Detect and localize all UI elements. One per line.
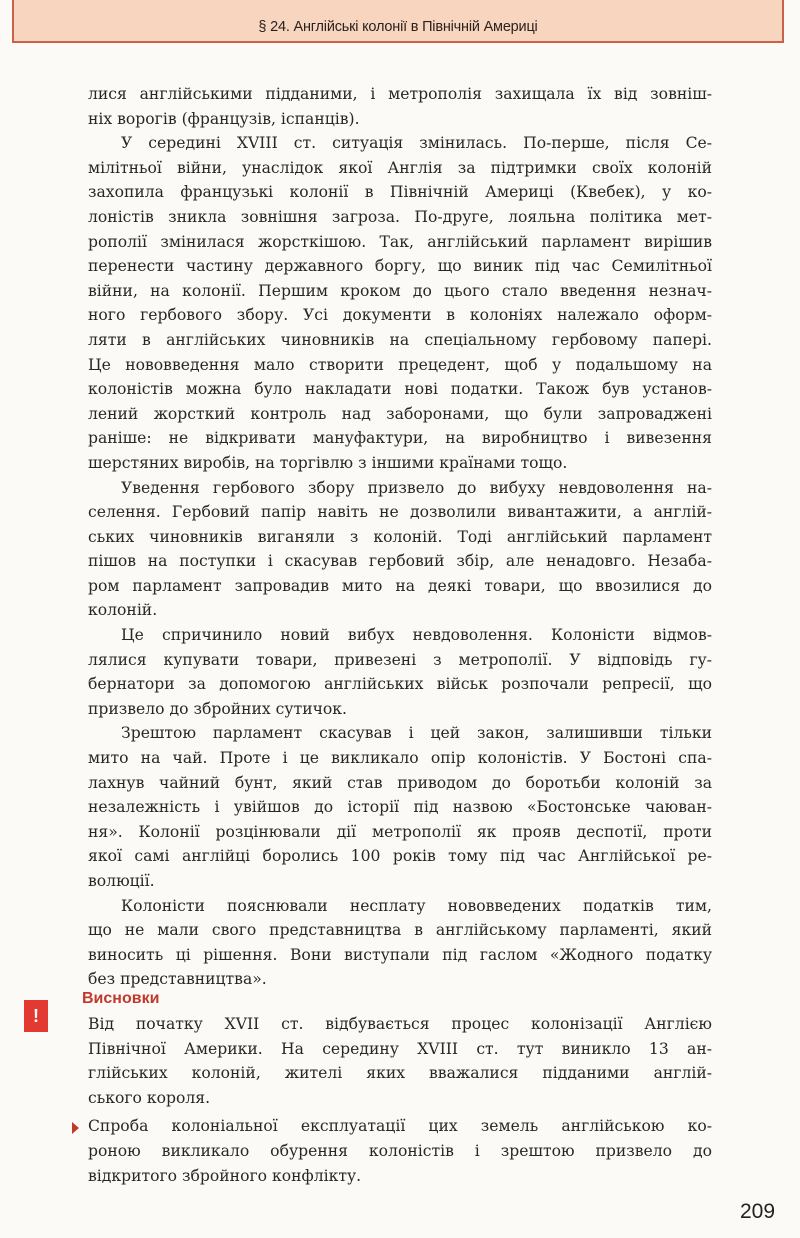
paragraph [88, 894, 712, 992]
section-title: § 24. Англійські колонії в Північній Америці [258, 19, 538, 35]
paragraph [88, 721, 712, 893]
running-header [12, 0, 784, 43]
text-line: раніше: не відкривати мануфактури, на виробництво і вивезення [88, 429, 712, 448]
text-line: волюції. [88, 872, 155, 890]
text-line: колоністів можна було накладати нові податки. Також був установ- [88, 380, 712, 399]
bullet-arrow-icon [72, 1122, 79, 1134]
text-line: колоній. [88, 601, 158, 620]
exclamation-icon: ! [24, 1000, 48, 1032]
text-line: якої самі англійці боролись 100 років тому під час Англійської ре- [88, 847, 712, 866]
paragraph [88, 131, 712, 475]
paragraph [88, 623, 712, 721]
text-line: війни, на колонії. Першим кроком до цього стало введення незнач- [88, 281, 712, 300]
text-line: незалежність і увійшов до історії під назвою «Бостонське чаюван- [88, 798, 712, 817]
text-line: пішов на поступки і скасував гербовий збір, але ненадовго. Незаба- [88, 552, 712, 571]
text-line: Від початку XVII ст. відбувається процес колонізації Англією [88, 1015, 712, 1033]
text-line: лися англійськими підданими, і метрополія захищала їх від зовніш- [88, 85, 712, 103]
text-line: мито на чай. Проте і це викликало опір колоністів. У Бостоні спа- [88, 749, 712, 768]
text-line: Уведення гербового збору призвело до вибуху невдоволення на- [121, 478, 712, 497]
text-line: Колоністи пояснювали несплату нововведених податків тим, [121, 896, 712, 915]
paragraph [88, 476, 712, 624]
conclusions-title: Висновки [82, 990, 160, 1007]
text-line: ського короля. [88, 1088, 211, 1107]
text-line: шерстяних виробів, на торгівлю з іншими країнами тощо. [88, 453, 568, 472]
text-line: ного гербового збору. Усі документи в колоніях належало оформ- [88, 306, 712, 325]
text-line: ром парламент запровадив мито на деякі товари, що ввозилися до [88, 576, 712, 595]
text-line: Зрештою парламент скасував і цей закон, залишивши тільки [121, 724, 712, 743]
text-line: захопила французькі колонії в Північній Америці (Квебек), у ко- [88, 183, 712, 202]
text-line: селення. Гербовий папір навіть не дозволили вивантажити, а англій- [88, 503, 712, 522]
text-line: Це нововведення мало створити прецедент, щоб у подальшому на [88, 355, 712, 374]
text-line: без представництва». [88, 970, 267, 989]
text-line: глійських колоній, жителі яких вважалися підданими англій- [88, 1064, 712, 1083]
conclusion-item [88, 1114, 712, 1188]
text-line: ніх ворогів (французів, іспанців). [88, 109, 360, 128]
paragraph [88, 82, 712, 131]
text-line: Північної Америки. На середину XVIII ст. тут виникло 13 ан- [88, 1039, 712, 1058]
conclusions-box [82, 986, 712, 1188]
text-line: ських чиновників виганяли з колоній. Тоді англійський парламент [88, 527, 712, 546]
text-line: роною викликало обурення колоністів і зрештою призвело до [88, 1141, 712, 1160]
text-line: що не мали свого представництва в англійському парламенті, який [88, 921, 712, 940]
text-line: лялися купувати товари, привезені з метрополії. У відповідь гу- [88, 650, 712, 669]
text-line: ляти в англійських чиновників на спеціальному гербовому папері. [88, 330, 712, 349]
text-line: перенести частину державного боргу, що виник під час Семилітньої [88, 257, 712, 276]
text-line: рополії змінилася жорсткішою. Так, англійський парламент вирішив [88, 232, 712, 251]
page-number: 209 [740, 1200, 776, 1223]
text-line: У середині XVIII ст. ситуація змінилась. По-перше, після Се- [121, 134, 712, 153]
text-line: лоністів зникла зовнішня загроза. По-друге, лояльна політика мет- [88, 207, 712, 226]
text-line: Це спричинило новий вибух невдоволення. Колоністи відмов- [121, 626, 712, 645]
text-line: призвело до збройних сутичок. [88, 699, 348, 718]
text-line: бернатори за допомогою англійських військ розпочали репресії, що [88, 675, 712, 694]
text-line: лений жорсткий контроль над заборонами, що були запроваджені [88, 404, 712, 423]
text-line: лахнув чайний бунт, який став приводом до боротьби колоній за [88, 773, 712, 792]
text-line: відкритого збройного конфлікту. [88, 1166, 362, 1185]
main-text [88, 82, 712, 992]
text-line: мілітньої війни, унаслідок якої Англія за підтримки своїх колоній [88, 158, 712, 177]
text-line: виносить ці рішення. Вони виступали під гаслом «Жодного податку [88, 945, 712, 964]
conclusion-item [88, 1012, 712, 1110]
text-line: Спроба колоніальної експлуатації цих земель англійською ко- [88, 1117, 712, 1136]
text-line: ня». Колонії розцінювали дії метрополії як прояв деспотії, проти [88, 822, 712, 841]
